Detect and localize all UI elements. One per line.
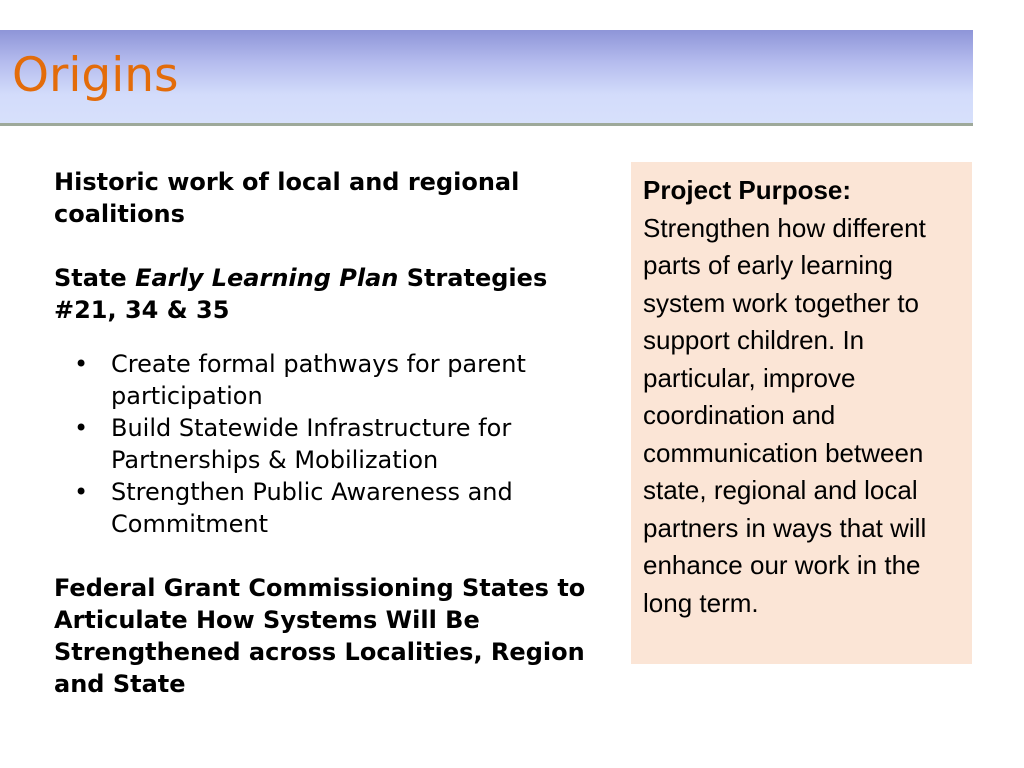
project-purpose-label: Project Purpose:: [643, 175, 852, 205]
heading-state-plan-prefix: State: [54, 264, 136, 292]
heading-state-plan-suffix: Strategies #21, 34 & 35: [54, 264, 548, 324]
title-bar: [0, 30, 973, 126]
list-item: [54, 476, 614, 540]
list-item: [54, 348, 614, 412]
bullet-icon: •: [74, 350, 89, 378]
project-purpose-text: Strengthen how different parts of early learning system work together to support children. In particular, improve coordination and communication between state, regional and local partners in ways that will enhance our work in the long term.: [643, 212, 927, 618]
list-item-text: Strengthen Public Awareness and Commitment: [111, 478, 513, 538]
spacer: [54, 540, 614, 572]
spacer: [54, 230, 614, 262]
list-item: [54, 412, 614, 476]
bullet-icon: •: [74, 478, 89, 506]
strategy-list: [54, 348, 614, 540]
bullet-icon: •: [74, 414, 89, 442]
slide-title: Origins: [12, 48, 179, 103]
project-purpose-box: [631, 162, 972, 664]
heading-federal-grant: Federal Grant Commissioning States to Articulate How Systems Will Be Strengthened across Localities, Region and State: [54, 574, 586, 698]
left-column: [54, 166, 614, 700]
heading-state-plan-italic: Early Learning Plan: [135, 264, 399, 292]
heading-state-plan: [54, 262, 614, 326]
heading-historic-work: Historic work of local and regional coalitions: [54, 168, 520, 228]
list-item-text: Create formal pathways for parent participation: [111, 350, 526, 410]
spacer: [54, 326, 614, 348]
list-item-text: Build Statewide Infrastructure for Partnerships & Mobilization: [111, 414, 512, 474]
